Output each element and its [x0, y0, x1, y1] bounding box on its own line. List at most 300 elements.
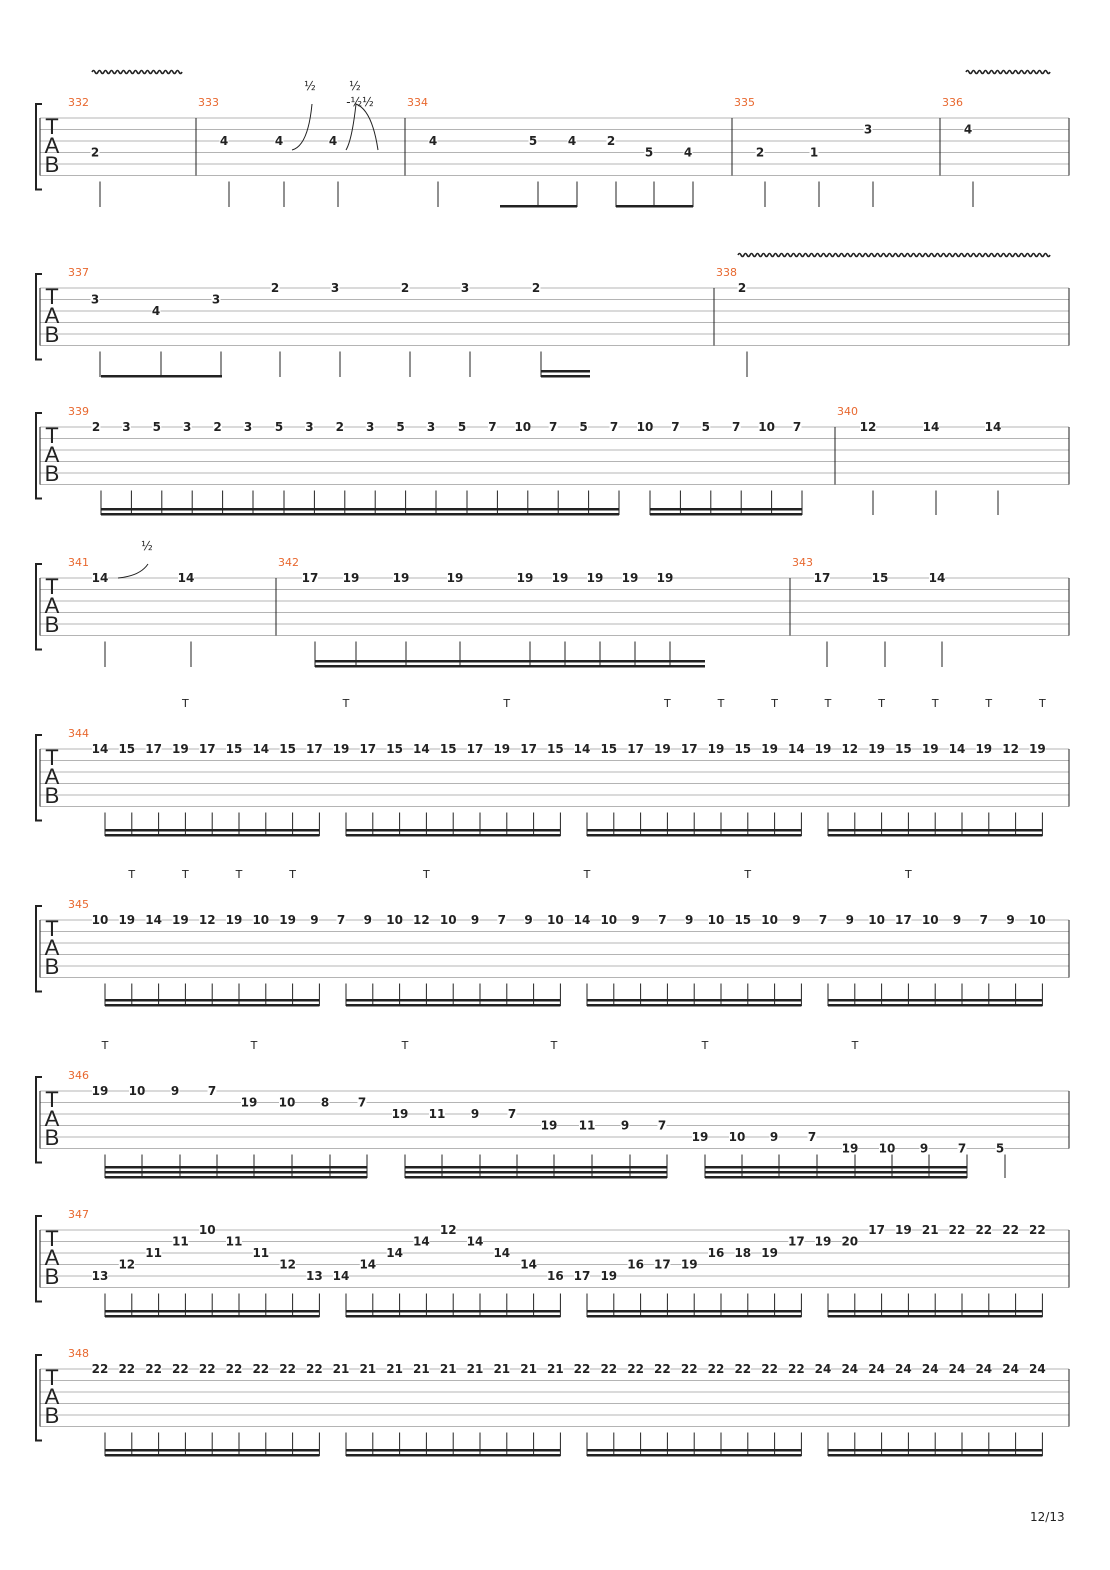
- fret-number: 22: [252, 1362, 270, 1376]
- fret-number: 7: [488, 420, 497, 434]
- fret-number: 9: [919, 1141, 929, 1156]
- fret-number: 13: [306, 1269, 323, 1283]
- fret-number: 4: [428, 134, 438, 148]
- tap-mark: T: [342, 697, 350, 710]
- beam: [105, 1171, 367, 1174]
- fret-number: 10: [600, 913, 618, 927]
- tab-system: [36, 1208, 1069, 1318]
- measure-number: 338: [716, 266, 737, 279]
- fret-number: 19: [921, 742, 939, 756]
- fret-number: 9: [952, 913, 962, 927]
- tab-system: [36, 254, 1069, 378]
- beam: [105, 999, 319, 1002]
- tab-clef-letter: A: [44, 1384, 60, 1409]
- fret-number: 15: [386, 742, 403, 756]
- system-bracket: [36, 564, 42, 650]
- tab-clef-letter: A: [44, 442, 60, 467]
- fret-number: 19: [225, 913, 243, 927]
- tap-mark: T: [128, 868, 136, 881]
- fret-number: 22: [948, 1223, 966, 1237]
- fret-number: 24: [895, 1362, 912, 1376]
- fret-number: 10: [252, 913, 270, 927]
- fret-number: 2: [400, 281, 410, 295]
- fret-number: 2: [90, 145, 100, 160]
- fret-number: 5: [528, 134, 538, 148]
- fret-number: 11: [225, 1234, 243, 1249]
- fret-number: 2: [531, 281, 541, 295]
- fret-number: 22: [707, 1362, 725, 1376]
- fret-number: 19: [654, 742, 671, 756]
- beam: [650, 513, 802, 516]
- vibrato-line: [966, 71, 1050, 74]
- fret-number: 12: [118, 1257, 136, 1272]
- fret-number: 10: [91, 913, 109, 927]
- fret-number: 2: [737, 281, 747, 295]
- fret-number: 22: [172, 1362, 189, 1376]
- fret-number: 21: [386, 1362, 403, 1376]
- fret-number: 14: [145, 913, 162, 927]
- fret-number: 19: [621, 571, 639, 585]
- tab-clef-letter: B: [44, 1125, 60, 1150]
- beam: [587, 1454, 801, 1457]
- tab-clef-letter: B: [44, 461, 60, 486]
- fret-number: 21: [493, 1362, 511, 1376]
- fret-number: 7: [207, 1084, 217, 1098]
- fret-number: 19: [895, 1223, 912, 1237]
- beam: [705, 1166, 967, 1169]
- fret-number: 3: [426, 420, 436, 434]
- fret-number: 14: [520, 1257, 537, 1272]
- bend-arrow: [292, 104, 312, 150]
- bend-arrow: [346, 104, 378, 150]
- fret-number: 17: [306, 742, 323, 756]
- fret-number: 24: [975, 1362, 993, 1376]
- fret-number: 22: [788, 1362, 805, 1376]
- fret-number: 5: [457, 420, 467, 434]
- fret-number: 22: [761, 1362, 778, 1376]
- fret-number: 21: [413, 1362, 430, 1376]
- beam: [828, 1315, 1042, 1318]
- fret-number: 22: [118, 1362, 136, 1376]
- tap-mark: T: [550, 1039, 558, 1052]
- beam: [650, 508, 802, 511]
- beam: [405, 1166, 667, 1169]
- fret-number: 19: [680, 1257, 698, 1272]
- system-bracket: [36, 906, 42, 992]
- tab-clef-letter: B: [44, 1264, 60, 1289]
- fret-number: 19: [691, 1130, 709, 1144]
- measure-number: 339: [68, 405, 89, 418]
- fret-number: 19: [586, 571, 604, 585]
- fret-number: 8: [320, 1095, 330, 1110]
- fret-number: 17: [868, 1223, 885, 1237]
- fret-number: 9: [845, 913, 854, 927]
- beam: [828, 999, 1042, 1002]
- tap-mark: T: [101, 1039, 109, 1052]
- fret-number: 22: [680, 1362, 698, 1376]
- fret-number: 3: [330, 281, 340, 295]
- fret-number: 24: [1029, 1362, 1046, 1376]
- fret-number: 12: [859, 420, 877, 434]
- tap-mark: T: [905, 868, 912, 881]
- tab-clef-letter: B: [44, 612, 60, 637]
- fret-number: 19: [814, 742, 832, 756]
- fret-number: 10: [278, 1095, 296, 1110]
- tab-clef-letter: A: [44, 133, 60, 158]
- fret-number: 3: [243, 420, 253, 434]
- beam: [346, 1449, 560, 1452]
- beam: [105, 1315, 319, 1318]
- system-bracket: [36, 413, 42, 499]
- beam: [460, 665, 635, 668]
- fret-number: 1: [809, 145, 819, 160]
- tab-system: [36, 1039, 1069, 1179]
- fret-number: 12: [841, 742, 859, 756]
- fret-number: 15: [600, 742, 618, 756]
- fret-number: 13: [91, 1269, 109, 1283]
- fret-number: 16: [627, 1257, 644, 1272]
- beam: [587, 1004, 801, 1007]
- fret-number: 17: [359, 742, 377, 756]
- tab-system: [36, 539, 1069, 668]
- fret-number: 9: [170, 1084, 180, 1098]
- tab-clef-letter: B: [44, 783, 60, 808]
- fret-number: 10: [386, 913, 403, 927]
- tab-system: [36, 1347, 1069, 1457]
- tap-mark: T: [878, 697, 885, 710]
- tab-clef-letter: A: [44, 593, 60, 618]
- fret-number: 17: [788, 1234, 805, 1249]
- beam: [105, 1004, 319, 1007]
- fret-number: 5: [152, 420, 161, 434]
- fret-number: 17: [627, 742, 644, 756]
- fret-number: 2: [213, 420, 222, 434]
- fret-number: 7: [657, 1118, 667, 1133]
- fret-number: 19: [279, 913, 296, 927]
- fret-number: 19: [707, 742, 725, 756]
- fret-number: 9: [310, 913, 319, 927]
- fret-number: 14: [252, 742, 270, 756]
- fret-number: 14: [493, 1246, 511, 1260]
- fret-number: 10: [547, 913, 564, 927]
- measure-number: 345: [68, 898, 89, 911]
- fret-number: 7: [336, 913, 346, 927]
- tab-clef-letter: B: [44, 322, 60, 347]
- beam: [346, 1454, 560, 1457]
- fret-number: 15: [871, 571, 889, 585]
- beam: [284, 508, 436, 511]
- tab-clef-letter: T: [45, 1087, 59, 1112]
- fret-number: 19: [814, 1234, 832, 1249]
- fret-number: 4: [219, 134, 229, 148]
- fret-number: 19: [342, 571, 360, 585]
- fret-number: 17: [198, 742, 216, 756]
- fret-number: 7: [497, 913, 506, 927]
- fret-number: 24: [1002, 1362, 1019, 1376]
- beam: [705, 1176, 967, 1179]
- beam: [105, 1449, 319, 1452]
- measure-number: 346: [68, 1069, 89, 1082]
- fret-number: 22: [654, 1362, 671, 1376]
- beam: [828, 834, 1042, 837]
- tab-clef-letter: T: [45, 423, 59, 448]
- fret-number: 14: [359, 1257, 377, 1272]
- fret-number: 7: [792, 420, 802, 434]
- beam: [587, 1310, 801, 1313]
- fret-number: 11: [145, 1246, 162, 1260]
- beam: [460, 660, 635, 663]
- fret-number: 9: [620, 1118, 630, 1133]
- tap-mark: T: [771, 697, 778, 710]
- fret-number: 22: [600, 1362, 618, 1376]
- fret-number: 10: [761, 913, 778, 927]
- tab-clef-letter: T: [45, 1226, 59, 1251]
- tap-mark: T: [583, 868, 591, 881]
- fret-number: 12: [279, 1257, 296, 1272]
- fret-number: 2: [335, 420, 344, 434]
- beam: [346, 834, 560, 837]
- beam: [346, 1315, 560, 1318]
- fret-number: 7: [807, 1130, 817, 1144]
- beam: [500, 205, 577, 208]
- fret-number: 7: [818, 913, 828, 927]
- tap-mark: T: [1039, 697, 1046, 710]
- fret-number: 10: [128, 1084, 146, 1098]
- fret-number: 14: [922, 420, 940, 434]
- fret-number: 17: [573, 1269, 591, 1283]
- system-bracket: [36, 1355, 42, 1441]
- fret-number: 10: [728, 1130, 746, 1144]
- fret-number: 4: [328, 134, 338, 148]
- fret-number: 14: [177, 571, 195, 585]
- fret-number: 15: [895, 742, 912, 756]
- fret-number: 9: [1006, 913, 1015, 927]
- system-bracket: [36, 104, 42, 190]
- fret-number: 2: [91, 420, 101, 434]
- fret-number: 16: [707, 1246, 725, 1260]
- fret-number: 4: [963, 122, 973, 137]
- beam: [670, 660, 705, 663]
- fret-number: 24: [948, 1362, 966, 1376]
- tab-system: [36, 405, 1069, 516]
- fret-number: 14: [413, 1234, 430, 1249]
- fret-number: 12: [198, 913, 216, 927]
- beam: [587, 1315, 801, 1318]
- fret-number: 12: [413, 913, 430, 927]
- tap-mark: T: [289, 868, 296, 881]
- fret-number: 7: [671, 420, 680, 434]
- fret-number: 11: [172, 1234, 189, 1249]
- fret-number: 19: [656, 571, 674, 585]
- beam: [346, 829, 560, 832]
- fret-number: 19: [493, 742, 511, 756]
- fret-number: 19: [868, 742, 885, 756]
- tab-clef-letter: A: [44, 1245, 60, 1270]
- fret-number: 3: [305, 420, 314, 434]
- fret-number: 3: [183, 420, 192, 434]
- tap-mark: T: [250, 1039, 258, 1052]
- fret-number: 14: [386, 1246, 403, 1260]
- fret-number: 14: [466, 1234, 484, 1249]
- fret-number: 19: [240, 1095, 258, 1110]
- beam: [405, 1171, 667, 1174]
- fret-number: 19: [600, 1269, 618, 1283]
- fret-number: 14: [573, 742, 591, 756]
- fret-number: 21: [547, 1362, 564, 1376]
- fret-number: 19: [91, 1084, 109, 1098]
- fret-number: 20: [841, 1234, 859, 1249]
- fret-number: 19: [516, 571, 534, 585]
- system-bracket: [36, 274, 42, 360]
- tab-clef-letter: B: [44, 152, 60, 177]
- fret-number: 19: [551, 571, 569, 585]
- tab-clef-letter: A: [44, 764, 60, 789]
- beam: [828, 1310, 1042, 1313]
- fret-number: 10: [868, 913, 885, 927]
- fret-number: 17: [301, 571, 319, 585]
- beam: [101, 508, 253, 511]
- fret-number: 10: [439, 913, 457, 927]
- fret-number: 21: [921, 1223, 939, 1237]
- fret-number: 15: [279, 742, 296, 756]
- tab-clef-letter: T: [45, 1365, 59, 1390]
- fret-number: 4: [567, 134, 577, 148]
- measure-number: 337: [68, 266, 89, 279]
- fret-number: 15: [547, 742, 564, 756]
- vibrato-line: [92, 71, 182, 74]
- fret-number: 10: [198, 1223, 216, 1237]
- beam: [541, 375, 590, 378]
- system-bracket: [36, 1216, 42, 1302]
- fret-number: 19: [172, 742, 189, 756]
- fret-number: 9: [631, 913, 640, 927]
- fret-number: 15: [225, 742, 243, 756]
- tap-mark: T: [701, 1039, 709, 1052]
- beam: [105, 1454, 319, 1457]
- fret-number: 4: [274, 134, 284, 148]
- fret-number: 16: [547, 1269, 564, 1283]
- tap-mark: T: [851, 1039, 859, 1052]
- fret-number: 14: [91, 742, 109, 756]
- fret-number: 3: [366, 420, 375, 434]
- tab-clef-letter: T: [45, 916, 59, 941]
- beam: [705, 1171, 967, 1174]
- fret-number: 22: [145, 1362, 162, 1376]
- fret-number: 3: [122, 420, 131, 434]
- fret-number: 14: [788, 742, 805, 756]
- tab-system: [36, 71, 1069, 208]
- fret-number: 7: [609, 420, 619, 434]
- fret-number: 9: [524, 913, 533, 927]
- beam: [467, 508, 619, 511]
- fret-number: 7: [507, 1107, 517, 1121]
- fret-number: 24: [868, 1362, 885, 1376]
- beam: [587, 1449, 801, 1452]
- fret-number: 19: [761, 742, 778, 756]
- fret-number: 24: [814, 1362, 832, 1376]
- fret-number: 14: [573, 913, 591, 927]
- fret-number: 9: [363, 913, 372, 927]
- fret-number: 5: [644, 145, 654, 160]
- beam: [346, 1310, 560, 1313]
- fret-number: 11: [578, 1118, 596, 1133]
- fret-number: 4: [683, 145, 693, 160]
- tab-clef-letter: A: [44, 935, 60, 960]
- beam: [105, 1176, 367, 1179]
- fret-number: 5: [701, 420, 710, 434]
- fret-number: 22: [1002, 1223, 1019, 1237]
- fret-number: 9: [470, 1107, 480, 1121]
- tab-clef-letter: B: [44, 954, 60, 979]
- fret-number: 3: [863, 122, 873, 137]
- fret-number: 9: [685, 913, 694, 927]
- fret-number: 3: [211, 292, 221, 307]
- fret-number: 12: [439, 1223, 457, 1237]
- system-bracket: [36, 735, 42, 821]
- tab-clef-letter: T: [45, 574, 59, 599]
- tab-system: [36, 697, 1069, 837]
- fret-number: 10: [514, 420, 532, 434]
- fret-number: 9: [470, 913, 480, 927]
- tap-mark: T: [503, 697, 511, 710]
- fret-number: 5: [995, 1141, 1005, 1156]
- bend-label: -½½: [346, 95, 374, 109]
- beam: [105, 834, 319, 837]
- fret-number: 21: [332, 1362, 350, 1376]
- fret-number: 11: [252, 1246, 270, 1260]
- fret-number: 22: [279, 1362, 296, 1376]
- fret-number: 19: [391, 1107, 409, 1121]
- fret-number: 19: [392, 571, 410, 585]
- beam: [105, 829, 319, 832]
- fret-number: 10: [758, 420, 775, 434]
- fret-number: 17: [654, 1257, 671, 1272]
- fret-number: 7: [549, 420, 558, 434]
- fret-number: 12: [1002, 742, 1019, 756]
- tab-clef-letter: T: [45, 114, 59, 139]
- fret-number: 22: [573, 1362, 591, 1376]
- fret-number: 15: [439, 742, 457, 756]
- tap-mark: T: [744, 868, 752, 881]
- tap-mark: T: [423, 868, 430, 881]
- fret-number: 14: [928, 571, 946, 585]
- beam: [101, 513, 253, 516]
- vibrato-line: [738, 254, 1050, 257]
- page-number: 12/13: [1030, 1510, 1065, 1524]
- beam: [105, 1166, 367, 1169]
- fret-number: 21: [520, 1362, 537, 1376]
- fret-number: 19: [446, 571, 464, 585]
- fret-number: 14: [332, 1269, 350, 1283]
- fret-number: 22: [91, 1362, 109, 1376]
- fret-number: 10: [921, 913, 939, 927]
- fret-number: 3: [90, 292, 100, 307]
- fret-number: 22: [306, 1362, 323, 1376]
- fret-number: 9: [769, 1130, 779, 1144]
- fret-number: 14: [91, 571, 109, 585]
- beam: [828, 1454, 1042, 1457]
- bend-label: ½: [349, 79, 361, 93]
- measure-number: 342: [278, 556, 299, 569]
- tap-mark: T: [931, 697, 939, 710]
- fret-number: 5: [396, 420, 405, 434]
- tap-mark: T: [664, 697, 671, 710]
- beam: [587, 829, 801, 832]
- fret-number: 19: [975, 742, 993, 756]
- beam: [828, 1004, 1042, 1007]
- fret-number: 19: [1029, 742, 1046, 756]
- fret-number: 2: [270, 281, 280, 295]
